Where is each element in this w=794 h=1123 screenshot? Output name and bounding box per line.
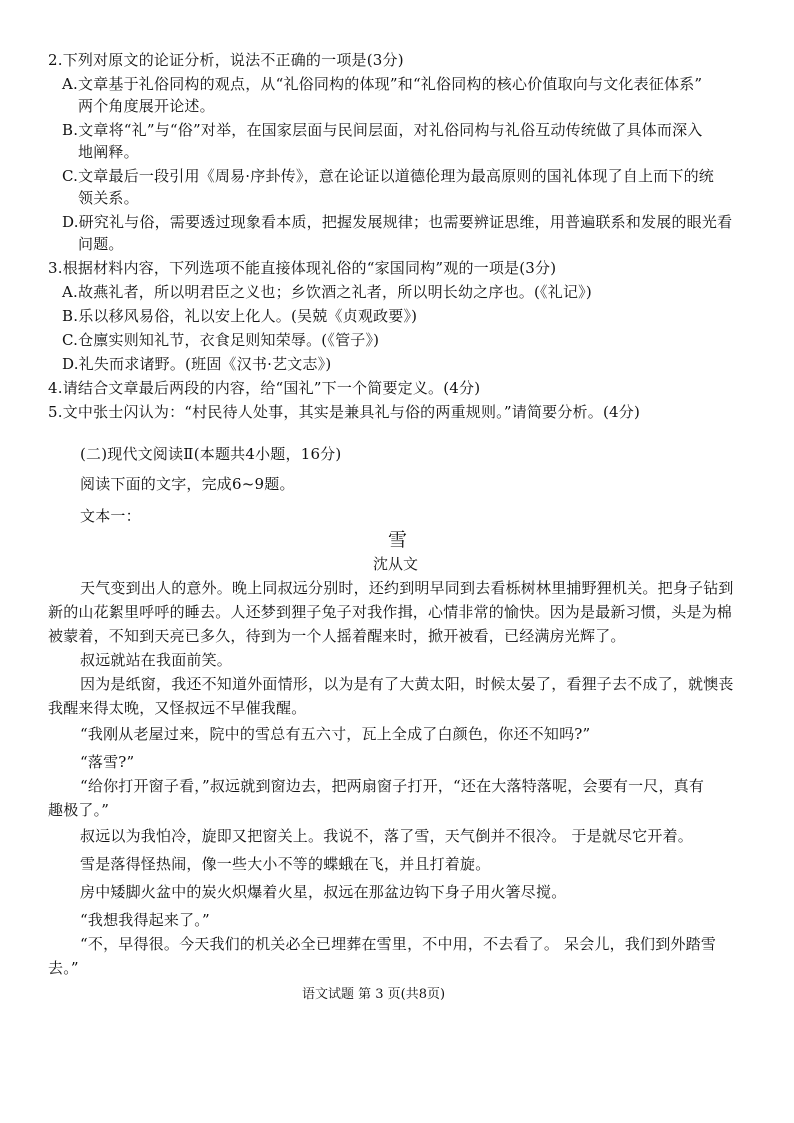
- question-3-option-d: D.礼失而求诸野。(班固《汉书·艺文志》): [62, 355, 332, 373]
- story-line: “给你打开窗子看，”叔远就到窗边去，把两扇窗子打开，“还在大落特落呢，会要有一尺，真有: [80, 777, 705, 795]
- question-5: 5.文中张士闪认为：“村民待人处事，其实是兼具礼与俗的两重规则。”请简要分析。(4分): [48, 403, 640, 421]
- section-instruction: 阅读下面的文字，完成6~9题。: [80, 475, 295, 493]
- question-2-stem: 2.下列对原文的论证分析，说法不正确的一项是(3分): [48, 51, 404, 69]
- story-line: 趣极了。”: [48, 801, 110, 819]
- story-line: 因为是纸窗，我还不知道外面情形，以为是有了大黄太阳，时候太晏了，看狸子去不成了，就懊丧: [80, 675, 734, 693]
- story-line: 房中矮脚火盆中的炭火炽爆着火星，叔远在那盆边钩下身子用火箸尽搅。: [80, 883, 567, 901]
- story-line: “不，早得很。今天我们的机关必全已埋葬在雪里，不中用，不去看了。 呆会儿，我们到外踏雪: [80, 935, 717, 953]
- question-2-option-c: C.文章最后一段引用《周易·序卦传》，意在论证以道德伦理为最高原则的国礼体现了自上而下的统: [62, 167, 714, 185]
- story-line: 被蒙着，不知到天亮已多久，待到为一个人摇着醒来时，掀开被看，已经满房光辉了。: [48, 627, 626, 645]
- question-2-option-b-cont: 地阐释。: [78, 143, 139, 161]
- page-footer: 语文试题 第 3 页(共8页): [302, 987, 446, 1002]
- story-line: “我刚从老屋过来，院中的雪总有五六寸，瓦上全成了白颜色，你还不知吗?”: [80, 725, 591, 743]
- question-4: 4.请结合文章最后两段的内容，给“国礼”下一个简要定义。(4分): [48, 379, 481, 397]
- story-author: 沈从文: [373, 555, 419, 573]
- question-2-option-a-cont: 两个角度展开论述。: [78, 97, 215, 115]
- question-2-option-d: D.研究礼与俗，需要透过现象看本质，把握发展规律；也需要辨证思维，用普遍联系和发展的眼光看: [62, 213, 733, 231]
- story-line: “我想我得起来了。”: [80, 911, 210, 929]
- story-line: 天气变到出人的意外。晚上同叔远分别时，还约到明早同到去看栎树林里捕野狸机关。把身子钻到: [80, 579, 734, 597]
- story-line: “落雪?”: [80, 753, 135, 771]
- question-3-option-c: C.仓廪实则知礼节，衣食足则知荣辱。(《管子》): [62, 331, 380, 349]
- section-heading: (二)现代文阅读Ⅱ(本题共4小题，16分): [80, 445, 342, 463]
- story-line: 叔远以为我怕冷，旋即又把窗关上。我说不，落了雪，天气倒并不很冷。 于是就尽它开着。: [80, 827, 693, 845]
- story-title: 雪: [388, 529, 408, 551]
- story-line: 我醒来得太晚，又怪叔远不早催我醒。: [48, 699, 307, 717]
- story-line: 雪是落得怪热闹，像一些大小不等的蝶蛾在飞，并且打着旋。: [80, 855, 491, 873]
- question-3-option-a: A.故燕礼者，所以明君臣之义也；乡饮酒之礼者，所以明长幼之序也。(《礼记》): [62, 283, 592, 301]
- text-label: 文本一：: [80, 507, 141, 525]
- question-3-stem: 3.根据材料内容，下列选项不能直接体现礼俗的“家国同构”观的一项是(3分): [48, 259, 557, 277]
- question-2-option-c-cont: 领关系。: [78, 189, 139, 207]
- question-3-option-b: B.乐以移风易俗，礼以安上化人。(吴兢《贞观政要》): [62, 307, 418, 325]
- story-line: 新的山花絮里呼呼的睡去。人还梦到狸子兔子对我作揖，心情非常的愉快。因为是最新习惯，头是为棉: [48, 603, 733, 621]
- question-2-option-b: B.文章将“礼”与“俗”对举，在国家层面与民间层面，对礼俗同构与礼俗互动传统做了具体而深入: [62, 121, 703, 139]
- story-line: 去。”: [48, 959, 79, 977]
- question-2-option-d-cont: 问题。: [78, 235, 124, 253]
- story-line: 叔远就站在我面前笑。: [80, 651, 233, 669]
- question-2-option-a: A.文章基于礼俗同构的观点，从“礼俗同构的体现”和“礼俗同构的核心价值取向与文化表征体系”: [62, 75, 703, 93]
